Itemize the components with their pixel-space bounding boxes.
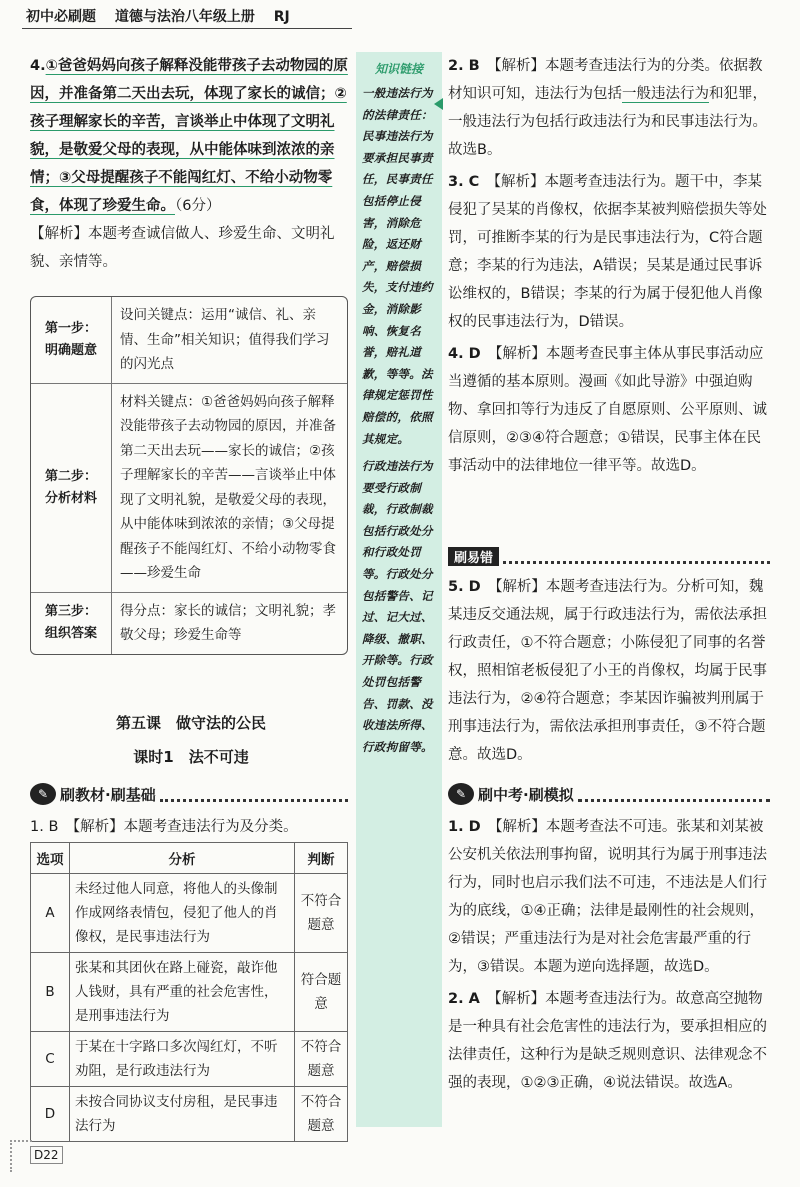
banner-label: 刷中考·刷模拟	[478, 785, 574, 804]
subject-name: 道德与法治八年级上册	[114, 9, 255, 25]
column-header: 判断	[295, 843, 348, 874]
step-title: 分析材料	[44, 490, 97, 506]
answer-m1	[448, 813, 770, 981]
step-label	[31, 593, 112, 654]
answer-text: 【解析】本题考查违法行为。分析可知，魏某违反交通法规，属于行政违法行为，需依法承担行政责任，①不符合题意；小陈侵犯了同事的名誉权，照相馆老板侵犯了小王的肖像权，均属于民事违法行为，②④符合题意；李某因诈骗被判刑属于刑事违法行为，需依法承担刑事责任，③不符合题意。故选D。	[448, 579, 767, 763]
linked-term: 一般违法行为	[622, 86, 709, 102]
column-header: 分析	[70, 843, 295, 874]
q4-analysis: 【解析】本题考查诚信做人、珍爱生命、文明礼貌、亲情等。	[30, 226, 335, 270]
judge-cell: 不符合题意	[295, 1032, 348, 1087]
table-header-row	[31, 843, 348, 874]
analysis-cell: 未按合同协议支付房租，是民事违法行为	[70, 1087, 295, 1142]
answer-q5	[448, 573, 770, 769]
answer-text: 【解析】本题考查违法行为。题干中，李某侵犯了吴某的肖像权，依据李某被判赔偿损失等处罚，可推断李某的行为是民事违法行为，C符合题意；李某的行为违法，A错误；吴某是通过民事诉讼维权的，B错误；李某的行为属于侵犯他人肖像权的民事违法行为，D错误。	[448, 174, 767, 330]
dotted-rule	[160, 787, 348, 802]
step-text: 设问关键点：运用“诚信、礼、亲情、生命”相关知识；值得我们学习的闪光点	[120, 307, 330, 372]
table-row	[31, 874, 348, 953]
analysis-cell: 张某和其团伙在路上碰瓷，敲诈他人钱财，具有严重的社会危害性，是刑事违法行为	[70, 953, 295, 1032]
right-column-exam	[448, 813, 770, 1097]
answer-text: 和犯罪，一般违法行为包括行政违法行为和民事违法行为。故选B。	[448, 86, 767, 158]
answer-number: 4. D	[448, 346, 481, 362]
table-row	[31, 1032, 348, 1087]
option-cell: A	[31, 874, 70, 953]
page-header	[26, 6, 304, 26]
judge-cell: 不符合题意	[295, 1087, 348, 1142]
answer-q2	[448, 52, 770, 164]
column-header: 选项	[31, 843, 70, 874]
dotted-rule	[503, 549, 770, 564]
q4-answer: ①爸爸妈妈向孩子解释没能带孩子去动物园的原因，并准备第二天出去玩，体现了家长的诚信；②孩子理解家长的辛苦，言谈举止中体现了文明礼貌，是敬爱父母的表现，从中能体味到浓浓的亲情；③父母提醒孩子不能闯红灯、不给小动物零食，体现了珍爱生命。	[30, 58, 348, 214]
header-rule	[22, 28, 352, 29]
option-cell: C	[31, 1032, 70, 1087]
page-number: D22	[30, 1146, 63, 1164]
step-text: 得分点：家长的诚信；文明礼貌；孝敬父母；珍爱生命等	[120, 602, 336, 643]
step-title: 明确题意	[44, 342, 97, 358]
book-icon: ✎	[30, 783, 56, 805]
answer-text: 【解析】本题考查法不可违。张某和刘某被公安机关依法刑事拘留，说明其行为属于刑事违法行为，同时也启示我们法不可违，不违法是人们行为的底线，①④正确；法律是最刚性的社会规则，②错误；严重违法行为是对社会危害最严重的行为，③错误。本题为逆向选择题，故选D。	[448, 819, 767, 975]
banner-label: 刷易错	[448, 547, 499, 566]
left-column	[30, 52, 352, 276]
answer-number: 2. A	[448, 991, 480, 1007]
step-title: 组织答案	[44, 626, 97, 641]
analysis-cell: 未经过他人同意，将他人的头像制作成网络表情包，侵犯了他人的肖像权，是民事违法行为	[70, 874, 295, 953]
answer-q4	[30, 52, 352, 220]
answer-m2	[448, 985, 770, 1097]
banner-label: 刷教材·刷基础	[60, 785, 156, 804]
series-name: 初中必刷题	[26, 9, 96, 25]
answer-q4-right	[448, 340, 770, 480]
answer-q1: 1. B 【解析】本题考查违法行为及分类。	[30, 819, 298, 835]
q4-num: 4.	[30, 58, 46, 74]
section-banner-easy-errors	[448, 544, 770, 568]
step-label	[31, 384, 112, 592]
step-label	[31, 297, 112, 383]
judge-cell: 符合题意	[295, 953, 348, 1032]
lesson-title: 第五课 做守法的公民	[115, 714, 266, 732]
step-row	[31, 297, 347, 384]
option-cell: B	[31, 953, 70, 1032]
answer-number: 1. D	[448, 819, 481, 835]
edition: RJ	[273, 9, 290, 25]
judge-cell: 不符合题意	[295, 874, 348, 953]
answer-text: 【解析】本题考查违法行为的分类。依据教材知识可知，违法行为包括	[448, 58, 763, 102]
step-row	[31, 593, 347, 654]
answer-q3	[448, 168, 770, 336]
dotted-rule	[578, 787, 770, 802]
answer-number: 3. C	[448, 174, 480, 190]
step-row	[31, 384, 347, 593]
right-column-lower	[448, 573, 770, 769]
option-cell: D	[31, 1087, 70, 1142]
right-column	[448, 52, 770, 480]
q4-score: （6分）	[175, 198, 221, 214]
sidebar-title: 知识链接	[374, 62, 423, 76]
step-text: 材料关键点：①爸爸妈妈向孩子解释没能带孩子去动物园的原因，并准备第二天出去玩——家长的诚信；②孩子理解家长的辛苦——言谈举止中体现了文明礼貌，是敬爱父母的表现，从中能体味到浓浓的亲情；③父母提醒孩子不能闯红灯、不给小动物零食——珍爱生命	[120, 393, 336, 581]
section-banner-basics	[30, 782, 348, 806]
link-arrow-icon	[434, 98, 443, 110]
table-row	[31, 953, 348, 1032]
answer-text: 【解析】本题考查民事主体从事民事活动应当遵循的基本原则。漫画《如此导游》中强迫购物、拿回扣等行为违反了自愿原则、公平原则、诚信原则，②③④符合题意；①错误，民事主体在民事活动中的法律地位一律平等。故选D。	[448, 346, 767, 474]
sidebar-body	[356, 77, 442, 758]
table-row	[31, 1087, 348, 1142]
sidebar-paragraph: 一般违法行为的法律责任：民事违法行为要承担民事责任，民事责任包括停止侵害，消除危险，返还财产，赔偿损失，支付违约金，消除影响、恢复名誉，赔礼道歉，等等。法律规定惩罚性赔偿的，依照其规定。	[362, 86, 433, 446]
answer-text: 【解析】本题考查违法行为。故意高空抛物是一种具有社会危害性的违法行为，要承担相应的法律责任，这种行为是缺乏规则意识、法律观念不强的表现，①②③正确，④说法错误。故选A。	[448, 991, 767, 1091]
answer-number: 5. D	[448, 579, 481, 595]
analysis-cell: 于某在十字路口多次闯红灯，不听劝阻，是行政违法行为	[70, 1032, 295, 1087]
period-title: 课时1 法不可违	[133, 748, 249, 766]
knowledge-link-sidebar	[356, 52, 442, 1127]
answer-number: 2. B	[448, 58, 480, 74]
step-number: 第三步：	[44, 604, 97, 619]
corner-decoration	[10, 1140, 32, 1172]
section-banner-exam	[448, 782, 770, 806]
solution-steps-box	[30, 296, 348, 655]
step-number: 第一步：	[44, 320, 97, 336]
analysis-table	[30, 842, 348, 1142]
sidebar-paragraph: 行政违法行为要受行政制裁，行政制裁包括行政处分和行政处罚等。行政处分包括警告、记过、记大过、降级、撤职、开除等。行政处罚包括警告、罚款、没收违法所得、行政拘留等。	[362, 459, 433, 754]
book-icon: ✎	[448, 783, 474, 805]
step-number: 第二步：	[44, 468, 97, 484]
